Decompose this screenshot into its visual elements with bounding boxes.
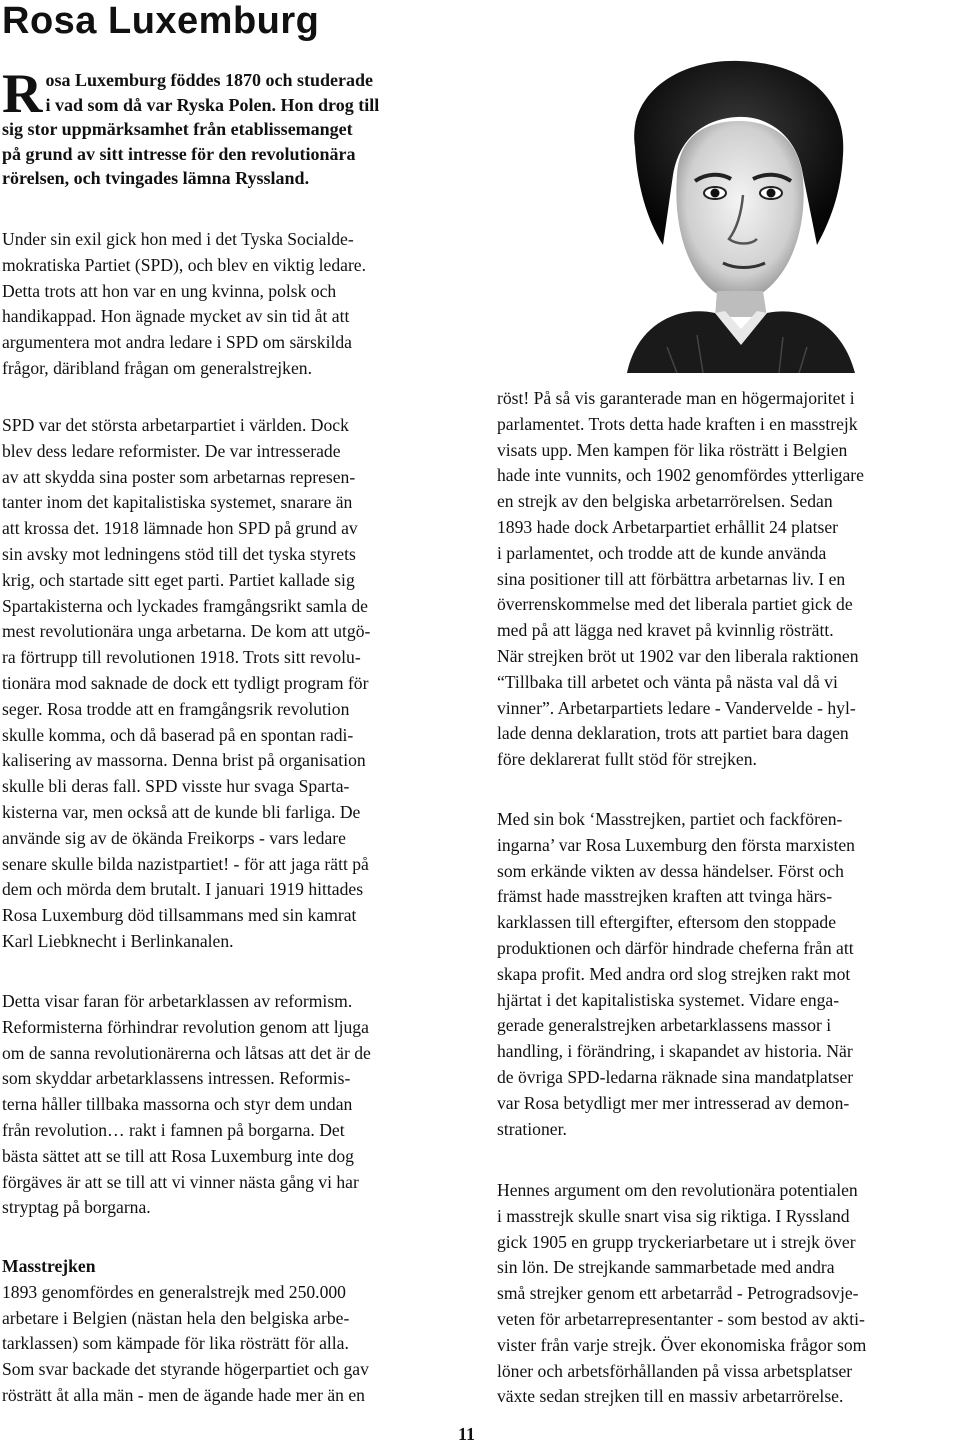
- paragraph-text: Detta visar faran för arbetarklassen av reformism. Reformisterna förhindrar revolution genom att ljuga om de sanna revolutionärerna och låtsas att det är de som skyddar arbetarklassens intressen. Reformis- terna håller tillbaka massorna och styr dem undan från revolution… rakt i famnen på borgarna. Det bästa sättet att se till att Rosa Luxemburg inte dog förgäves är att se till att vi vinner nästa gång vi har stryptag på borgarna.: [2, 991, 371, 1218]
- paragraph-text: röst! På så vis garanterade man en högermajoritet i parlamentet. Trots detta hade kraften i en masstrejk visats upp. Men kampen för lika rösträtt i Belgien hade inte vunnits, och 1902 genomfördes ytterligare en strejk av den belgiska arbetarrörelsen. Sedan 1893 hade dock Arbetarpartiet erhållit 24 platser i parlamentet, och trodde att de kunde använda sina positioner till att förbättra arbetarnas liv. I en överrenskommelse med det liberala partiet gick de med på att lägga ned kravet på kvinnlig rösträtt. När strejken bröt ut 1902 var den liberala raktionen “Tillbaka till arbetet och vänta på nästa val då vi vinner”. Arbetarpartiets ledare - Vandervelde - hyl- lade denna deklaration, trots att partiet bara dagen före deklarerat fullt stöd för strejken.: [497, 388, 864, 770]
- section-heading: Masstrejken: [2, 1256, 96, 1276]
- paragraph-reformism: [2, 989, 472, 1221]
- paragraph-russia: [497, 1178, 959, 1410]
- intro-paragraph: [2, 63, 472, 191]
- paragraph-text: Under sin exil gick hon med i det Tyska Socialde- mokratiska Partiet (SPD), och blev en viktig ledare. Detta trots att hon var en ung kvinna, polsk och handikappad. Hon ägnade mycket av sin tid åt att argumentera mot andra ledare i SPD om särskilda frågor, däribland frågan om generalstrejken.: [2, 229, 367, 378]
- paragraph-text: 1893 genomfördes en generalstrejk med 250.000 arbetare i Belgien (nästan hela den belgiska arbe- tarklassen) som kämpade för lika rösträtt för alla. Som svar backade det styrande högerpartiet och gav rösträtt åt alla män - men de ägande hade mer än en: [2, 1281, 369, 1405]
- paragraph-belgium: [497, 386, 959, 773]
- paragraph-text: Hennes argument om den revolutionära potentialen i masstrejk skulle snart visa sig riktiga. I Ryssland gick 1905 en grupp tryckeriarbetare ut i strejk över sin lön. De strejkande sammarbetade med andra små strejker genom ett arbetarråd - Petrogradsovje- veten för arbetarrepresentanter - som bestod av akti- vister från varje strejk. Över ekonomiska frågor som löner och arbetsförhållanden på vissa arbetsplatser växte sedan strejken till en massiv arbetarrörelse.: [497, 1180, 867, 1407]
- page-title: Rosa Luxemburg: [2, 0, 320, 42]
- paragraph-exile: [2, 227, 472, 382]
- drop-cap: R: [2, 63, 43, 125]
- portrait-photo: [607, 55, 869, 373]
- intro-text: osa Luxemburg föddes 1870 och studerade i vad som då var Ryska Polen. Hon drog till sig stor uppmärksamhet från etablissemanget på grund av sitt intresse för den revolutionära rörelsen, och tvingades lämna Ryssland.: [2, 70, 380, 189]
- paragraph-text: Med sin bok ‘Masstrejken, partiet och fackfören- ingarna’ var Rosa Luxemburg den första marxisten som erkände vikten av dessa händelser. Först och främst hade masstrejken kraften att tvinga härs- karklassen till eftergifter, eftersom den stoppade produktionen och därför hindrade cheferna från att skapa profit. Med andra ord slog strejken rakt mot hjärtat i det kapitalistiska systemet. Vidare enga- gerade generalstrejken arbetarklassens massor i handling, i förändring, i skapandet av historia. När de övriga SPD-ledarna räknade sina mandatplatser var Rosa betydligt mer mer intresserad av demon- strationer.: [497, 809, 855, 1139]
- page-number: 11: [458, 1424, 476, 1444]
- paragraph-text: SPD var det största arbetarpartiet i världen. Dock blev dess ledare reformister. De var intresserade av att skydda sina poster som arbetarnas represen- tanter inom det kapitalistiska systemet, snarare än att krossa det. 1918 lämnade hon SPD på grund av sin avsky mot ledningens stöd till det tyska styrets krig, och startade sitt eget parti. Partiet kallade sig Spartakisterna och lyckades framgångsrikt samla de mest revolutionära unga arbetarna. De kom att utgö- ra förtrupp till revolutionen 1918. Trots sitt revolu- tionära mod saknade de dock ett tydligt program för seger. Rosa trodde att en framgångsrik revolution skulle komma, och då baserad på en spontan radi- kalisering av massorna. Denna brist på organisation skulle bli deras fall. SPD visste hur svaga Sparta- kisterna var, men också att de kunde bli farliga. De använde sig av de ökända Freikorps - vars ledare senare skulle bilda nazistpartiet! - för att jaga rätt på dem och mörda dem brutalt. I januari 1919 hittades Rosa Luxemburg död tillsammans med sin kamrat Karl Liebknecht i Berlinkanalen.: [2, 415, 371, 951]
- portrait-illustration: [607, 55, 869, 373]
- section-masstrejken: [2, 1254, 472, 1409]
- paragraph-spd: [2, 413, 472, 955]
- paragraph-book: [497, 807, 959, 1142]
